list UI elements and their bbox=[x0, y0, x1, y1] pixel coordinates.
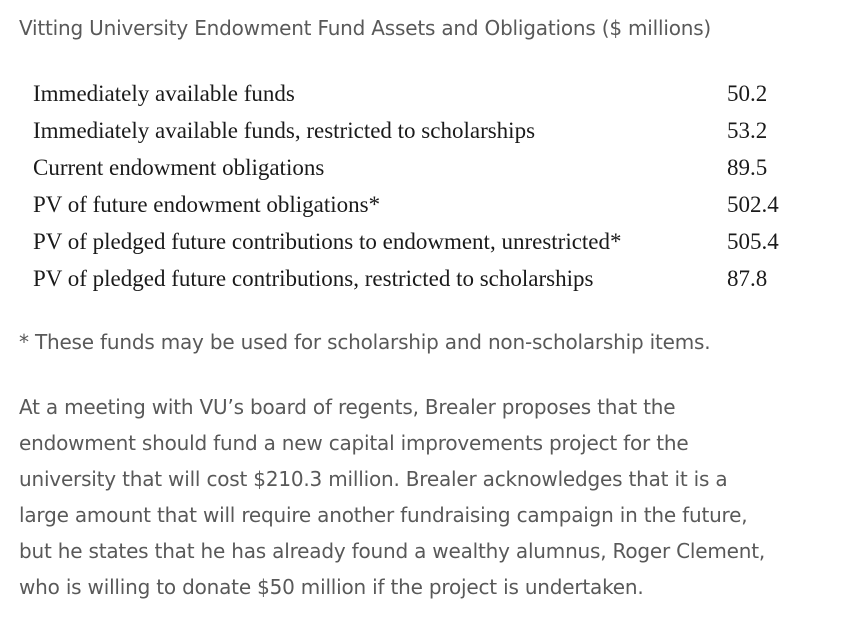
paragraph-line: who is willing to donate $50 million if the project is undertaken. bbox=[19, 575, 644, 599]
table-row bbox=[33, 112, 779, 149]
table-row bbox=[33, 75, 779, 112]
row-value: 89.5 bbox=[727, 155, 768, 180]
row-value: 53.2 bbox=[727, 118, 768, 143]
table-row bbox=[33, 260, 779, 297]
row-value: 87.8 bbox=[727, 266, 768, 291]
endowment-table bbox=[33, 75, 779, 297]
row-label: Current endowment obligations bbox=[33, 155, 325, 180]
page-title: Vitting University Endowment Fund Assets and Obligations ($ millions) bbox=[19, 16, 712, 40]
paragraph-line: large amount that will require another fundraising campaign in the future, bbox=[19, 503, 748, 527]
paragraph-line: university that will cost $210.3 million. Brealer acknowledges that it is a bbox=[19, 467, 728, 491]
row-label: Immediately available funds, restricted to scholarships bbox=[33, 118, 536, 143]
row-value: 502.4 bbox=[727, 192, 779, 217]
row-label: Immediately available funds bbox=[33, 81, 295, 106]
paragraph-line: endowment should fund a new capital improvements project for the bbox=[19, 431, 689, 455]
row-label: PV of pledged future contributions, restricted to scholarships bbox=[33, 266, 594, 291]
table-footnote: * These funds may be used for scholarship and non-scholarship items. bbox=[19, 330, 711, 354]
body-paragraph bbox=[19, 389, 849, 605]
row-value: 505.4 bbox=[727, 229, 779, 254]
paragraph-line: but he states that he has already found a wealthy alumnus, Roger Clement, bbox=[19, 539, 766, 563]
table-row bbox=[33, 186, 779, 223]
row-value: 50.2 bbox=[727, 81, 768, 106]
table-row bbox=[33, 223, 779, 260]
paragraph-line: At a meeting with VU’s board of regents, Brealer proposes that the bbox=[19, 395, 676, 419]
row-label: PV of pledged future contributions to endowment, unrestricted* bbox=[33, 229, 622, 254]
row-label: PV of future endowment obligations* bbox=[33, 192, 381, 217]
table-row bbox=[33, 149, 779, 186]
